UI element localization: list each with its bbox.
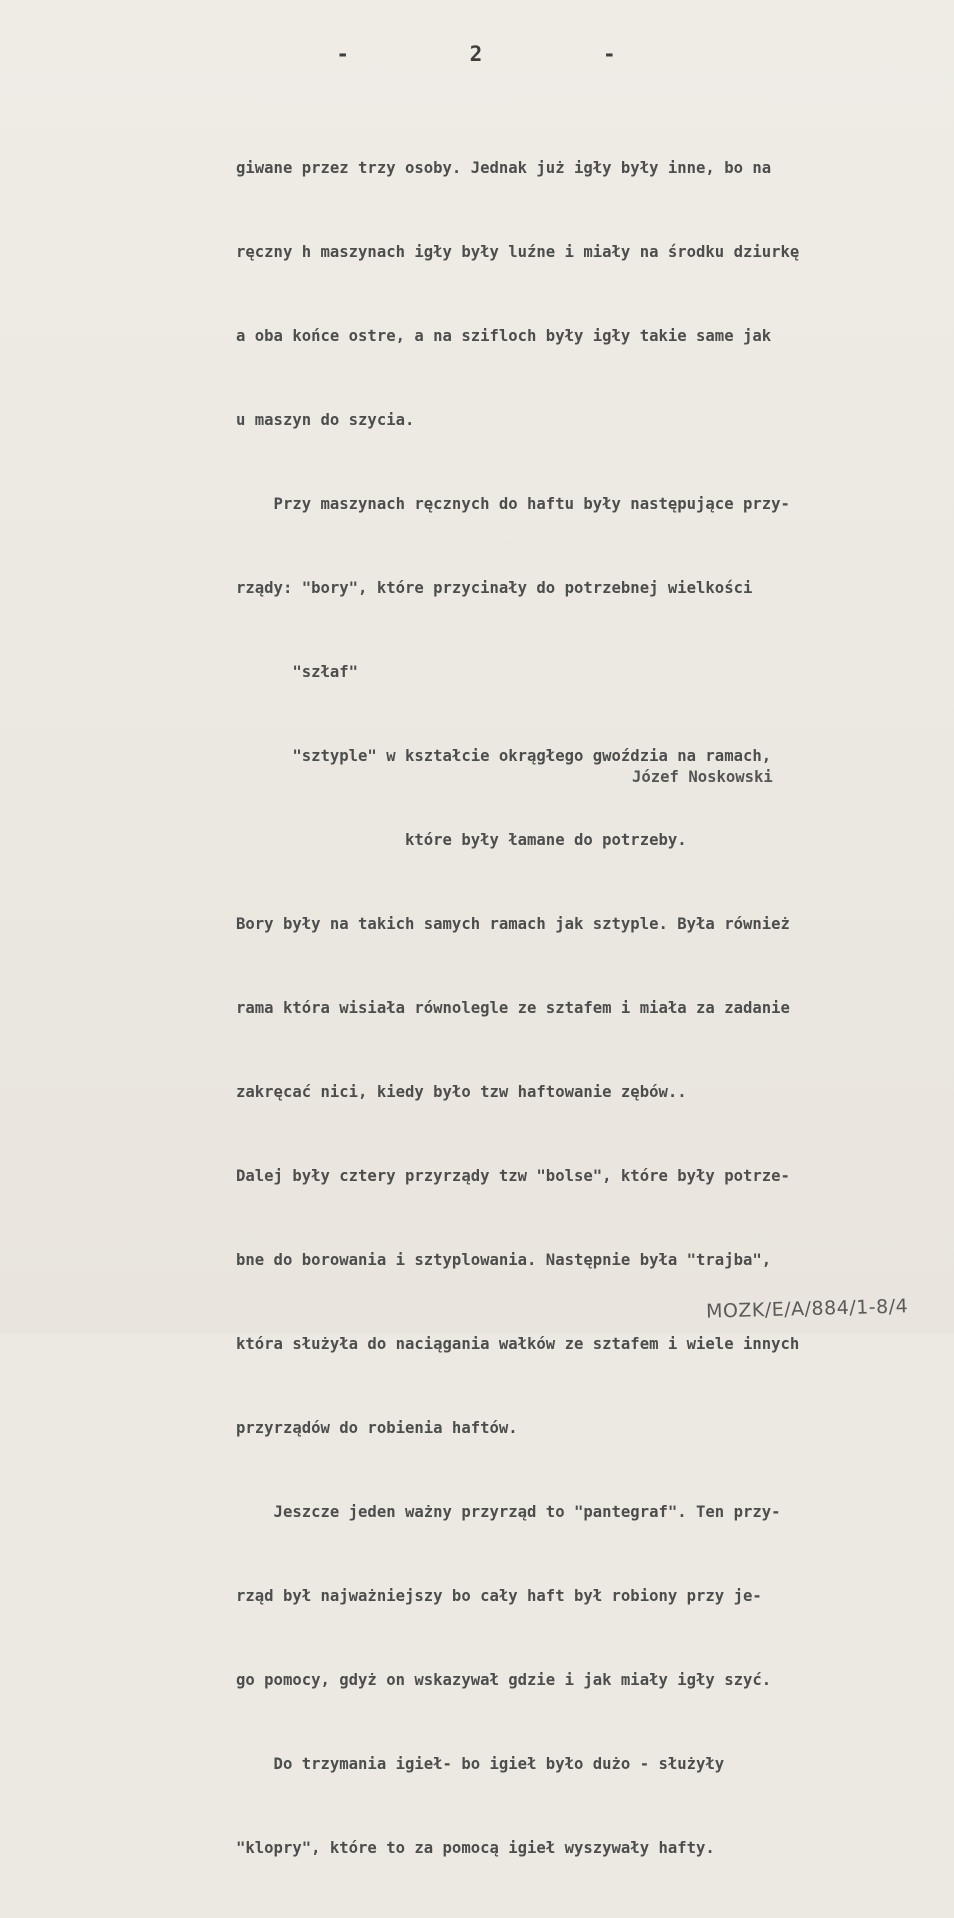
text-line: "szłaf" (236, 663, 359, 681)
text-line: Przy maszynach ręcznych do haftu były następujące przy- (236, 495, 790, 513)
text-line: rama która wisiała równolegle ze sztafem i miała za zadanie (236, 999, 790, 1017)
text-line: Bory były na takich samych ramach jak sztyple. Była również (236, 915, 790, 933)
text-line: które były łamane do potrzeby. (236, 831, 687, 849)
text-line: giwane przez trzy osoby. Jednak już igły były inne, bo na (236, 159, 772, 177)
text-line: rząd był najważniejszy bo cały haft był robiony przy je- (236, 1587, 762, 1605)
archive-reference: MOZK/E/A/884/1-8/4 (705, 1295, 909, 1323)
text-line: go pomocy, gdyż on wskazywał gdzie i jak miały igły szyć. (236, 1671, 772, 1689)
body-text (236, 98, 952, 1918)
text-line: "sztyple" w kształcie okrągłego gwoździa na ramach, (236, 747, 772, 765)
text-line: bne do borowania i sztyplowania. Następnie była "trajba", (236, 1251, 772, 1269)
text-line: Jeszcze jeden ważny przyrząd to "pantegraf". Ten przy- (236, 1503, 781, 1521)
text-line: Dalej były cztery przyrządy tzw "bolse", które były potrze- (236, 1167, 790, 1185)
text-line: ręczny h maszynach igły były luźne i miały na środku dziurkę (236, 243, 800, 261)
text-line: przyrządów do robienia haftów. (236, 1419, 518, 1437)
page-number: 2 (469, 42, 485, 66)
signature: Józef Noskowski (632, 768, 773, 786)
text-line: "klopry", które to za pomocą igieł wyszywały hafty. (236, 1839, 715, 1857)
text-line: rządy: "bory", które przycinały do potrzebnej wielkości (236, 579, 753, 597)
page-number-header (0, 42, 954, 66)
page-marker-right: - (602, 42, 618, 66)
text-line: zakręcać nici, kiedy było tzw haftowanie zębów.. (236, 1083, 687, 1101)
page-marker-left: - (336, 42, 352, 66)
text-line: Do trzymania igieł- bo igieł było dużo - służyły (236, 1755, 725, 1773)
text-line: która służyła do naciągania wałków ze sztafem i wiele innych (236, 1335, 800, 1353)
text-line: a oba końce ostre, a na szifloch były igły takie same jak (236, 327, 772, 345)
text-line: u maszyn do szycia. (236, 411, 415, 429)
